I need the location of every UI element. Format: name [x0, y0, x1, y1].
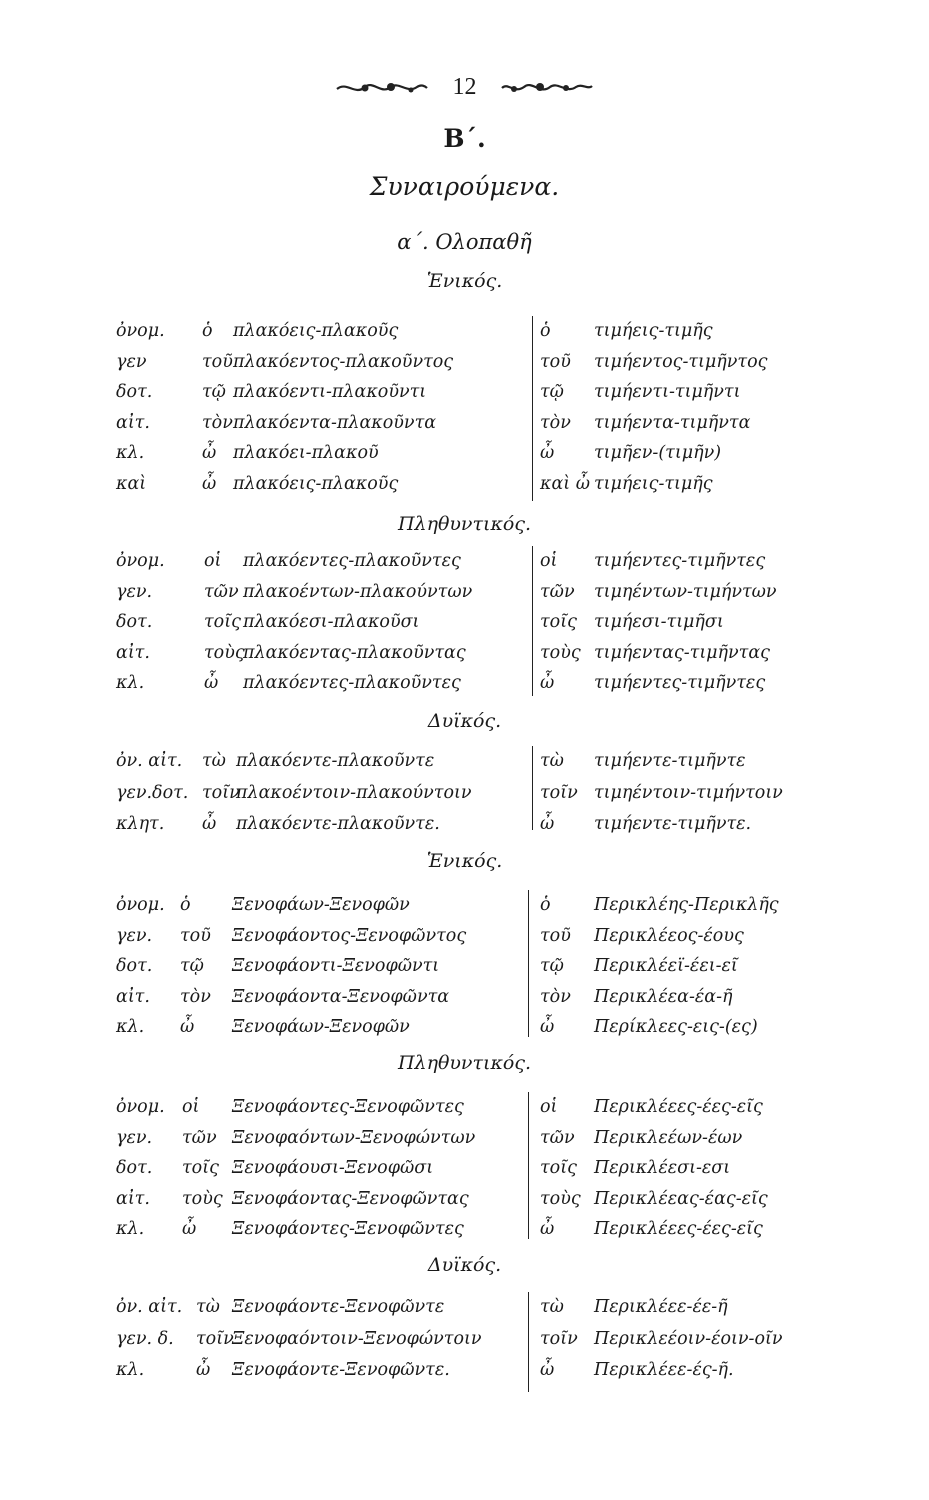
left-ornament-icon: [335, 78, 429, 98]
article: τοῖς: [204, 612, 241, 632]
paradigm-row: [116, 1324, 836, 1356]
word-forms-right: Περικλέεϊ-έει-εῖ: [594, 956, 738, 976]
block2-singular-heading: Ἑνικός.: [426, 850, 503, 872]
article-right: καὶ ὦ: [540, 473, 590, 494]
word-forms: πλακόεντι-πλακοῦντι: [233, 382, 427, 402]
paradigm-row: [116, 1355, 836, 1387]
case-label: δοτ.: [116, 612, 153, 632]
word-forms: Ξενοφάοντε-Ξενοφῶντε: [232, 1297, 445, 1317]
paradigm-row: [116, 951, 836, 982]
paradigm-row: [116, 438, 836, 469]
article: ὦ: [196, 1360, 211, 1380]
word-forms: Ξενοφάοντι-Ξενοφῶντι: [232, 956, 440, 976]
article: τοῦ: [180, 925, 211, 946]
word-forms-right: τιμήεντα-τιμῆντα: [594, 412, 751, 433]
word-forms-right: Περικλέεας-έας-εῖς: [594, 1188, 768, 1209]
article-right: τὼ: [540, 1297, 564, 1317]
paradigm-row: [116, 408, 836, 439]
article: τοὺς: [182, 1188, 223, 1209]
word-forms: πλακοέντοιν-πλακούντοιν: [236, 782, 472, 803]
article-right: ὦ: [540, 1360, 555, 1380]
paradigm-row: [116, 1012, 836, 1043]
word-forms-right: τιμήεσι-τιμῆσι: [594, 612, 724, 632]
word-forms-right: τιμήεντε-τιμῆντε: [594, 751, 746, 771]
column-divider: [532, 316, 533, 501]
article-right: τὼ: [540, 751, 564, 771]
block1-dual-rows: [116, 746, 836, 841]
word-forms-right: τιμήεις-τιμῆς: [594, 321, 713, 341]
word-forms-right: Περικλέης-Περικλῆς: [594, 895, 779, 915]
section-title: Συναιρούμενα.: [369, 172, 560, 201]
case-label: ὀν. αἰτ.: [116, 751, 183, 771]
word-forms-right: Περικλέεε-έε-ῆ: [594, 1297, 728, 1317]
word-forms-right: Περικλέεος-έους: [594, 925, 744, 946]
case-label: γεν: [116, 351, 147, 372]
article-right: τὸν: [540, 412, 571, 433]
article-right: τῶν: [540, 1127, 575, 1148]
article-right: τοῦ: [540, 925, 571, 946]
paradigm-row: [116, 1123, 836, 1154]
article-right: ὦ: [540, 814, 555, 834]
article-right: τοὺς: [540, 642, 581, 663]
article-right: τοῦ: [540, 351, 571, 372]
article: τοῖν: [202, 782, 240, 803]
paradigm-row: [116, 668, 836, 699]
section-subtitle: α΄. Ολοπαθῆ: [397, 230, 532, 254]
article-right: οἱ: [540, 551, 558, 571]
article: ὦ: [202, 443, 217, 463]
paradigm-row: [116, 546, 836, 577]
paradigm-row: [116, 1092, 836, 1123]
article: τῶν: [204, 581, 239, 602]
case-label: ὀνομ.: [116, 895, 165, 915]
article: τῶν: [182, 1127, 217, 1148]
word-forms-right: Περικλέεες-έες-εῖς: [594, 1219, 763, 1239]
paradigm-row: [116, 809, 836, 841]
case-label: κλ.: [116, 443, 145, 463]
article: τὸν: [202, 412, 233, 433]
word-forms-right: τιμήεντι-τιμῆντι: [594, 382, 741, 402]
article-right: τῷ: [540, 956, 564, 976]
case-label: αἰτ.: [116, 986, 150, 1007]
case-label: γεν.: [116, 925, 153, 946]
case-label: κλ.: [116, 1219, 145, 1239]
right-ornament-icon: [500, 78, 594, 98]
case-label: καὶ: [116, 473, 147, 494]
block1-dual-heading: Δυϊκός.: [427, 710, 502, 732]
article-right: οἱ: [540, 1097, 558, 1117]
article-right: τῶν: [540, 581, 575, 602]
article-right: ὦ: [540, 673, 555, 693]
paradigm-row: [116, 316, 836, 347]
word-forms: πλακόεις-πλακοῦς: [233, 321, 399, 341]
article: τὼ: [202, 751, 226, 771]
article-right: ὦ: [540, 443, 555, 463]
block1-singular-rows: [116, 316, 836, 499]
block1-plural-rows: [116, 546, 836, 699]
article-right: ὦ: [540, 1017, 555, 1037]
case-label: κλ.: [116, 1017, 145, 1037]
paradigm-row: [116, 982, 836, 1013]
block2-dual-rows: [116, 1292, 836, 1387]
article: οἱ: [182, 1097, 200, 1117]
article-right: ὦ: [540, 1219, 555, 1239]
case-label: ὀνομ.: [116, 551, 165, 571]
word-forms: Ξενοφάοντα-Ξενοφῶντα: [232, 986, 450, 1007]
word-forms: πλακόει-πλακοῦ: [233, 443, 379, 463]
article: τῷ: [202, 382, 226, 402]
page-number: 12: [452, 74, 477, 100]
column-divider: [532, 546, 533, 696]
case-label: αἰτ.: [116, 642, 150, 663]
word-forms-right: τιμήεντες-τιμῆντες: [594, 673, 766, 693]
case-label: κλ.: [116, 1360, 145, 1380]
word-forms-right: τιμήεντε-τιμῆντε.: [594, 814, 752, 834]
word-forms: Ξενοφαόντοιν-Ξενοφώντοιν: [232, 1328, 482, 1349]
case-label: κλητ.: [116, 814, 165, 834]
word-forms-right: τιμήεις-τιμῆς: [594, 473, 713, 494]
paradigm-row: [116, 746, 836, 778]
paradigm-row: [116, 778, 836, 810]
word-forms: πλακόεντος-πλακοῦντος: [233, 351, 454, 372]
column-divider: [532, 746, 533, 830]
case-label: ὀνομ.: [116, 1097, 165, 1117]
word-forms-right: τιμηέντων-τιμήντων: [594, 581, 777, 602]
paradigm-row: [116, 577, 836, 608]
paradigm-row: [116, 638, 836, 669]
block2-plural-rows: [116, 1092, 836, 1245]
word-forms-right: Περικλέεα-έα-ῆ: [594, 986, 733, 1007]
word-forms: Ξενοφάων-Ξενοφῶν: [232, 895, 410, 915]
word-forms: Ξενοφάοντος-Ξενοφῶντος: [232, 925, 467, 946]
article: ὦ: [202, 814, 217, 834]
block2-singular-rows: [116, 890, 836, 1043]
case-label: ὀνομ.: [116, 321, 165, 341]
article-right: τοῖν: [540, 1328, 578, 1349]
paradigm-row: [116, 377, 836, 408]
case-label: γεν.δοτ.: [116, 782, 189, 803]
paradigm-row: [116, 1153, 836, 1184]
article-right: ὁ: [540, 321, 551, 341]
column-divider: [528, 890, 529, 1037]
word-forms-right: Περικλέεε-ές-ῆ.: [594, 1360, 734, 1380]
article: τοῖν: [196, 1328, 234, 1349]
word-forms: Ξενοφαόντων-Ξενοφώντων: [232, 1127, 476, 1148]
article: ὁ: [180, 895, 191, 915]
word-forms: πλακόεσι-πλακοῦσι: [243, 612, 420, 632]
article: ὦ: [204, 673, 219, 693]
article: τὸν: [180, 986, 211, 1007]
word-forms-right: τιμήεντος-τιμῆντος: [594, 351, 768, 372]
word-forms-right: τιμῆεν-(τιμῆν): [594, 443, 722, 463]
word-forms: πλακόεντες-πλακοῦντες: [243, 551, 461, 571]
paradigm-row: [116, 607, 836, 638]
case-label: γεν.: [116, 581, 153, 602]
word-forms: πλακόεντες-πλακοῦντες: [243, 673, 461, 693]
article-right: τὸν: [540, 986, 571, 1007]
word-forms-right: τιμηέντοιν-τιμήντοιν: [594, 782, 783, 803]
column-divider: [528, 1092, 529, 1239]
paradigm-row: [116, 1292, 836, 1324]
article: ὦ: [180, 1017, 195, 1037]
block2-plural-heading: Πληθυντικός.: [397, 1052, 532, 1074]
paradigm-row: [116, 469, 836, 500]
article-right: τοῖς: [540, 612, 577, 632]
word-forms: Ξενοφάοντες-Ξενοφῶντες: [232, 1219, 464, 1239]
article: τὼ: [196, 1297, 220, 1317]
article-right: ὁ: [540, 895, 551, 915]
case-label: ὀν. αἰτ.: [116, 1297, 183, 1317]
section-letter: Β΄.: [443, 124, 486, 153]
article-right: τῷ: [540, 382, 564, 402]
word-forms: Ξενοφάοντε-Ξενοφῶντε.: [232, 1360, 450, 1380]
paradigm-row: [116, 890, 836, 921]
paradigm-row: [116, 1184, 836, 1215]
word-forms: πλακόεντε-πλακοῦντε: [236, 751, 435, 771]
word-forms-right: τιμήεντες-τιμῆντες: [594, 551, 766, 571]
paradigm-row: [116, 347, 836, 378]
case-label: γεν.: [116, 1127, 153, 1148]
word-forms: πλακόεντα-πλακοῦντα: [233, 412, 437, 433]
column-divider: [528, 1292, 529, 1392]
article: τῷ: [180, 956, 204, 976]
word-forms-right: Περικλεέων-έων: [594, 1127, 743, 1148]
word-forms-right: Περικλέεσι-εσι: [594, 1158, 731, 1178]
block1-singular-heading: Ἑνικός.: [426, 270, 503, 292]
article: οἱ: [204, 551, 222, 571]
case-label: γεν. δ.: [116, 1328, 174, 1349]
article-right: τοῖς: [540, 1158, 577, 1178]
paradigm-row: [116, 1214, 836, 1245]
article: τοῦ: [202, 351, 233, 372]
article: τοῖς: [182, 1158, 219, 1178]
article-right: τοὺς: [540, 1188, 581, 1209]
case-label: αἰτ.: [116, 1188, 150, 1209]
article: ὁ: [202, 321, 213, 341]
word-forms: Ξενοφάοντας-Ξενοφῶντας: [232, 1188, 469, 1209]
block2-dual-heading: Δυϊκός.: [427, 1254, 502, 1276]
word-forms: Ξενοφάουσι-Ξενοφῶσι: [232, 1158, 434, 1178]
article: ὦ: [202, 473, 217, 494]
case-label: αἰτ.: [116, 412, 150, 433]
word-forms-right: Περίκλεες-εις-(ες): [594, 1017, 758, 1037]
word-forms: Ξενοφάων-Ξενοφῶν: [232, 1017, 410, 1037]
case-label: δοτ.: [116, 1158, 153, 1178]
case-label: δοτ.: [116, 382, 153, 402]
word-forms: Ξενοφάοντες-Ξενοφῶντες: [232, 1097, 464, 1117]
case-label: δοτ.: [116, 956, 153, 976]
word-forms-right: Περικλεέοιν-έοιν-οῖν: [594, 1328, 783, 1349]
article-right: τοῖν: [540, 782, 578, 803]
word-forms: πλακόεντε-πλακοῦντε.: [236, 814, 440, 834]
word-forms-right: Περικλέεες-έες-εῖς: [594, 1097, 763, 1117]
page-header: [0, 74, 929, 104]
case-label: κλ.: [116, 673, 145, 693]
block1-plural-heading: Πληθυντικός.: [397, 513, 532, 535]
article: τοὺς: [204, 642, 245, 663]
paradigm-row: [116, 921, 836, 952]
word-forms: πλακόεντας-πλακοῦντας: [243, 642, 466, 663]
word-forms: πλακοέντων-πλακούντων: [243, 581, 473, 602]
word-forms-right: τιμήεντας-τιμῆντας: [594, 642, 770, 663]
word-forms: πλακόεις-πλακοῦς: [233, 473, 399, 494]
article: ὦ: [182, 1219, 197, 1239]
